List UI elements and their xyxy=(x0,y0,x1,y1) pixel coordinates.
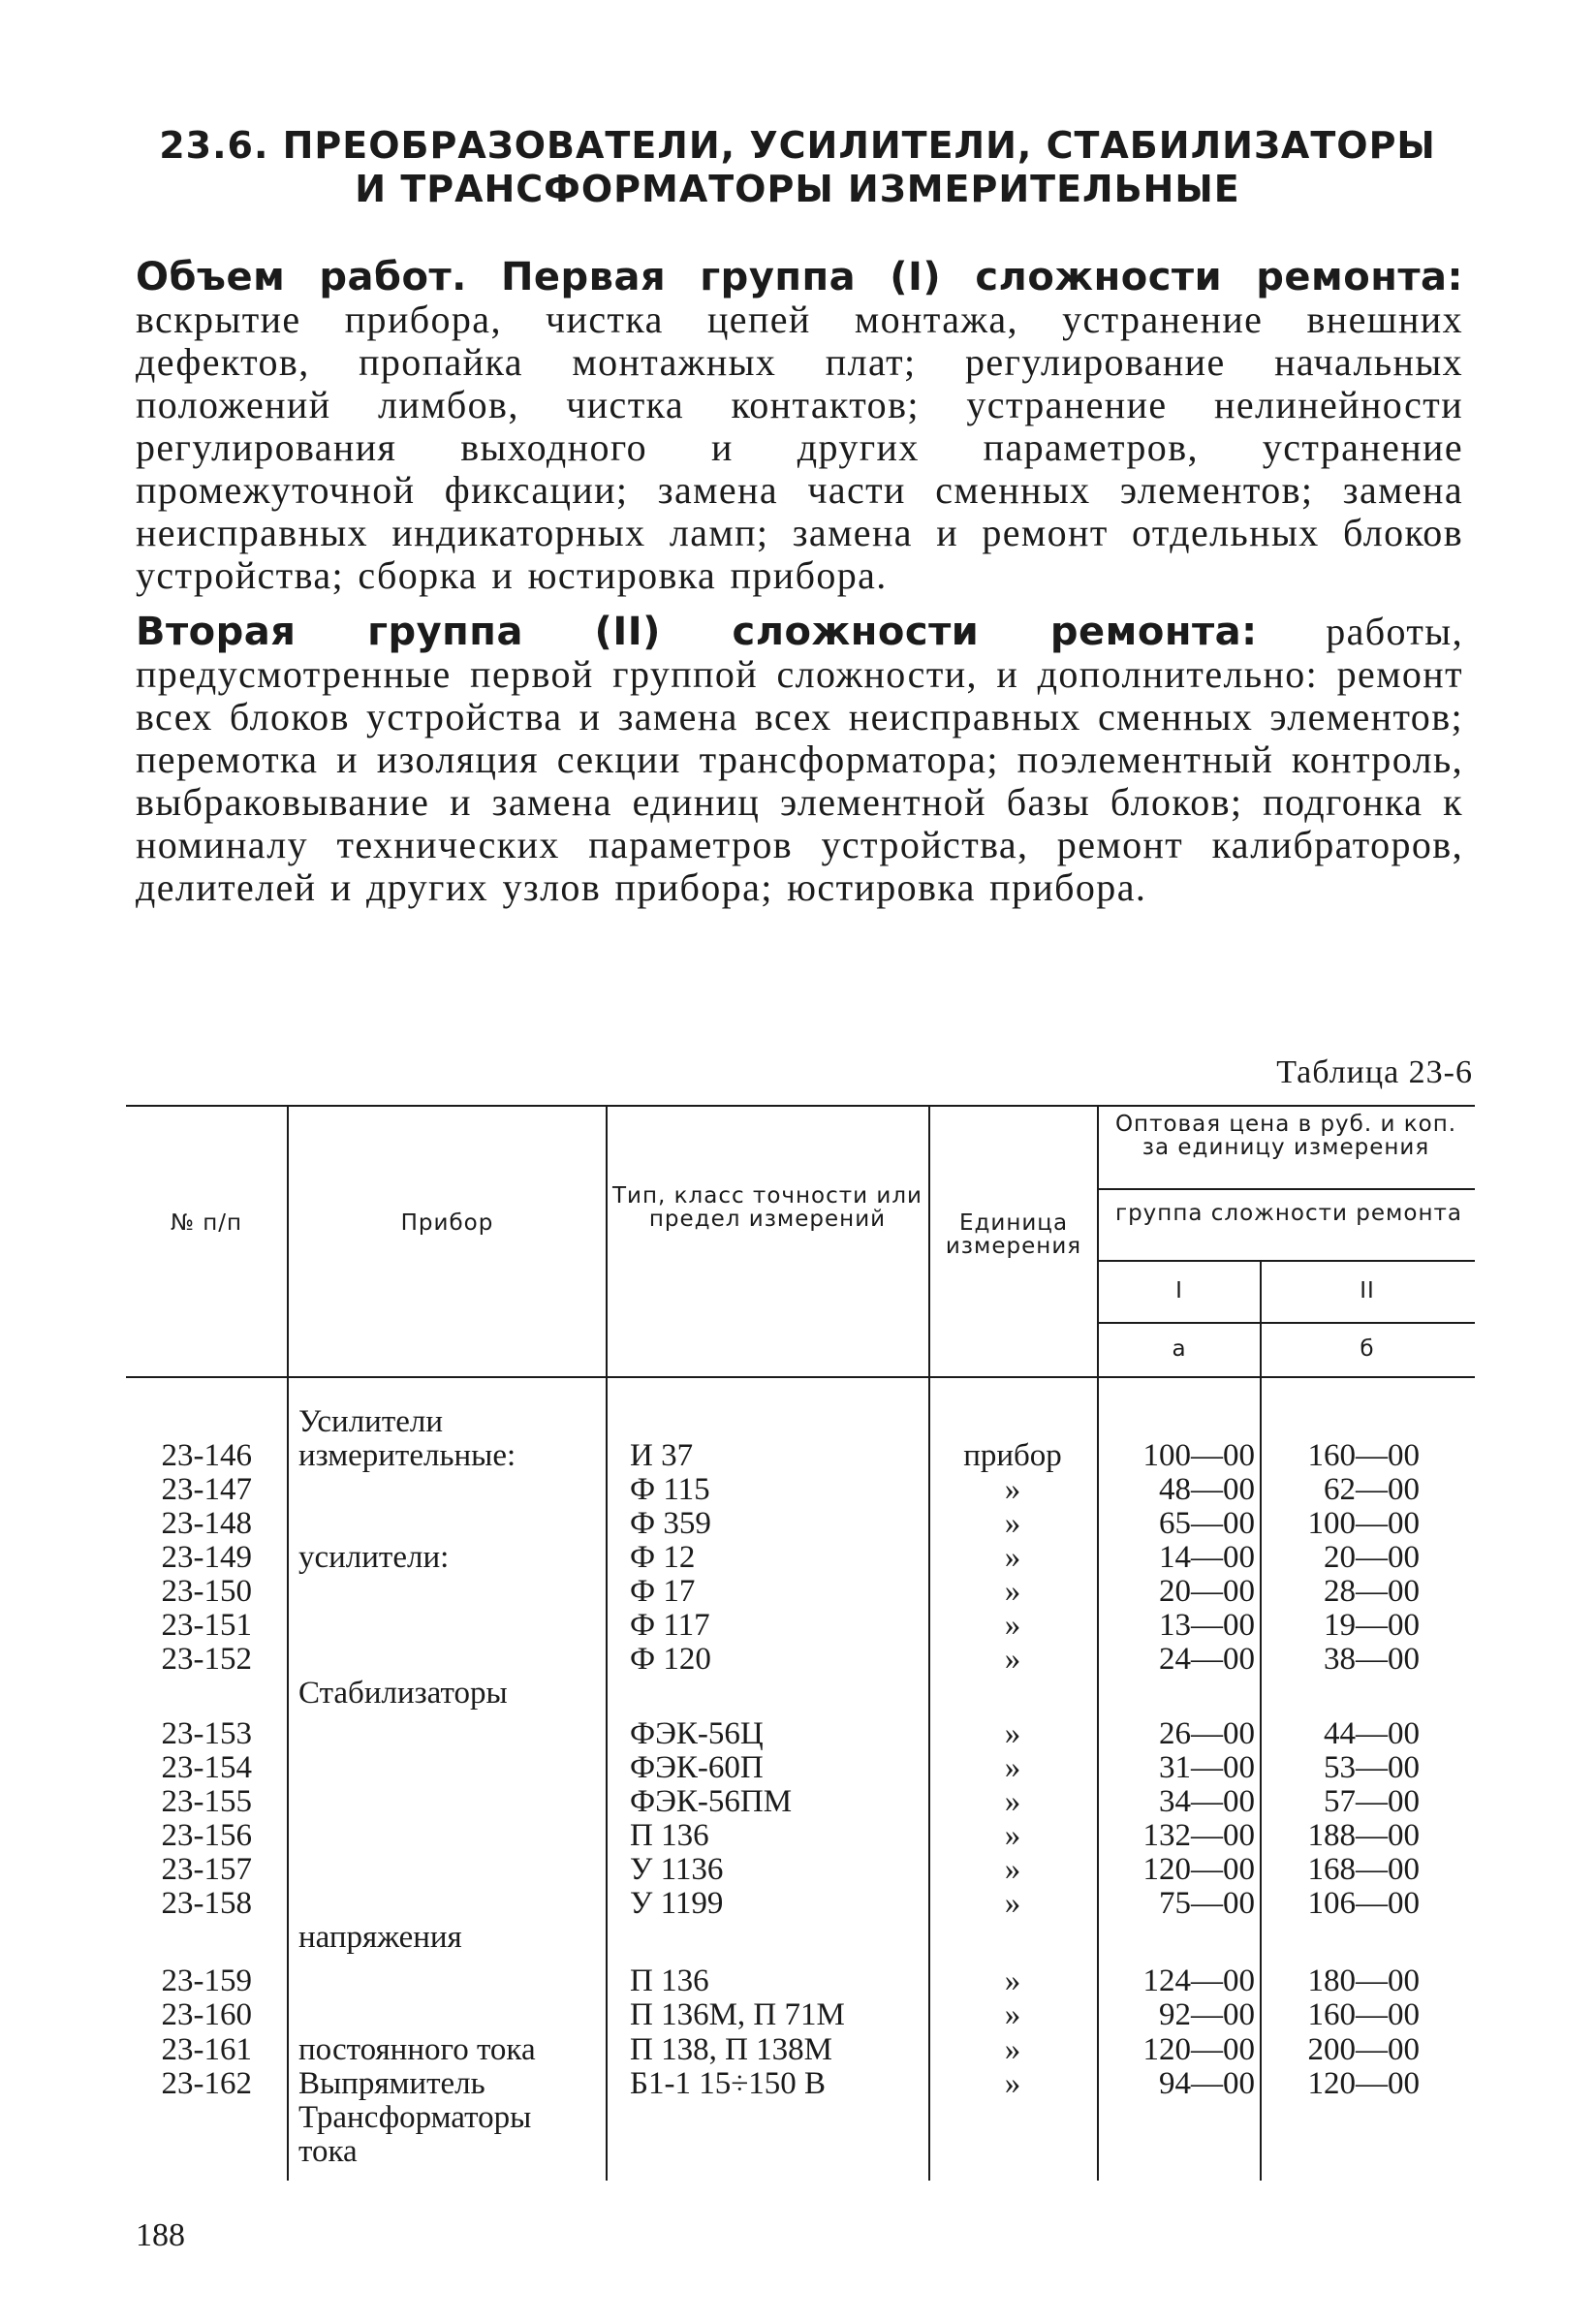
row-price-a: 13—00 xyxy=(1159,1608,1255,1643)
section-label: усилители: xyxy=(298,1540,450,1575)
row-price-a: 48—00 xyxy=(1159,1472,1255,1507)
row-unit: » xyxy=(1004,1608,1021,1643)
row-unit: » xyxy=(1004,1716,1021,1751)
row-number: 23-154 xyxy=(161,1750,252,1785)
row-price-a: 120—00 xyxy=(1142,1852,1255,1887)
row-price-b: 38—00 xyxy=(1324,1642,1420,1677)
row-unit: » xyxy=(1004,1997,1021,2032)
row-number: 23-156 xyxy=(161,1818,252,1853)
group-label-rule xyxy=(1097,1260,1475,1262)
row-price-a: 14—00 xyxy=(1159,1540,1255,1575)
row-number: 23-148 xyxy=(161,1506,252,1541)
row-price-b: 120—00 xyxy=(1307,2066,1420,2101)
row-price-a: 100—00 xyxy=(1142,1438,1255,1473)
row-price-b: 200—00 xyxy=(1307,2032,1420,2067)
row-price-a: 92—00 xyxy=(1159,1997,1255,2032)
section-heading-line-1: 23.6. ПРЕОБРАЗОВАТЕЛИ, УСИЛИТЕЛИ, СТАБИЛИЗАТОРЫ xyxy=(159,124,1436,167)
scope-paragraph-group-2 xyxy=(136,611,1463,909)
header-num: № п/п xyxy=(170,1210,243,1236)
row-type: У 1136 xyxy=(630,1852,724,1887)
row-number: 23-160 xyxy=(161,1997,252,2032)
header-device: Прибор xyxy=(400,1210,494,1236)
price-group-rule xyxy=(1097,1188,1475,1190)
section-heading xyxy=(0,124,1595,211)
row-type: П 136 xyxy=(630,1818,709,1853)
section-label: Стабилизаторы xyxy=(298,1676,508,1711)
row-price-a: 31—00 xyxy=(1159,1750,1255,1785)
row-type: Ф 115 xyxy=(630,1472,710,1507)
row-type: Ф 120 xyxy=(630,1642,711,1677)
section-label: Трансформаторы xyxy=(298,2100,532,2135)
header-type: Тип, класс точности или предел измерений xyxy=(611,1183,923,1232)
row-type: Ф 359 xyxy=(630,1506,711,1541)
row-unit: » xyxy=(1004,1642,1021,1677)
row-price-b: 180—00 xyxy=(1307,1963,1420,1998)
header-price: Оптовая цена в руб. и коп. за единицу измерения xyxy=(1114,1112,1457,1160)
header-col-b: б xyxy=(1360,1336,1375,1362)
row-type: П 138, П 138М xyxy=(630,2032,833,2067)
row-price-a: 20—00 xyxy=(1159,1574,1255,1609)
row-unit: » xyxy=(1004,1540,1021,1575)
row-type: И 37 xyxy=(630,1438,694,1473)
table-caption: Таблица 23-6 xyxy=(1276,1054,1473,1090)
header-col-a: а xyxy=(1172,1336,1187,1362)
row-price-b: 106—00 xyxy=(1307,1886,1420,1921)
row-price-b: 19—00 xyxy=(1324,1608,1420,1643)
row-price-a: 34—00 xyxy=(1159,1784,1255,1819)
row-number: 23-149 xyxy=(161,1540,252,1575)
row-price-a: 24—00 xyxy=(1159,1642,1255,1677)
row-price-b: 57—00 xyxy=(1324,1784,1420,1819)
row-type: П 136 xyxy=(630,1963,709,1998)
row-number: 23-155 xyxy=(161,1784,252,1819)
row-price-a: 75—00 xyxy=(1159,1886,1255,1921)
row-unit: » xyxy=(1004,1750,1021,1785)
header-group: группа сложности ремонта xyxy=(1114,1201,1463,1226)
row-unit: » xyxy=(1004,1472,1021,1507)
row-price-b: 28—00 xyxy=(1324,1574,1420,1609)
row-unit: » xyxy=(1004,1963,1021,1998)
section-heading-line-2: И ТРАНСФОРМАТОРЫ ИЗМЕРИТЕЛЬНЫЕ xyxy=(355,168,1240,210)
row-unit: » xyxy=(1004,1506,1021,1541)
row-number: 23-151 xyxy=(161,1608,252,1643)
row-unit: » xyxy=(1004,2032,1021,2067)
header-col-I: I xyxy=(1175,1278,1183,1303)
section-label: Выпрямитель xyxy=(298,2066,485,2101)
row-number: 23-147 xyxy=(161,1472,252,1507)
row-price-b: 100—00 xyxy=(1307,1506,1420,1541)
group-2-lead: Вторая группа (II) сложности ремонта: xyxy=(136,610,1258,654)
row-price-b: 62—00 xyxy=(1324,1472,1420,1507)
row-unit: » xyxy=(1004,1886,1021,1921)
row-price-a: 65—00 xyxy=(1159,1506,1255,1541)
row-unit: » xyxy=(1004,2066,1021,2101)
group-1-lead: Объем работ. Первая группа (I) сложности ремонта: xyxy=(136,255,1463,299)
row-type: Ф 12 xyxy=(630,1540,696,1575)
row-unit: прибор xyxy=(963,1438,1062,1473)
row-number: 23-159 xyxy=(161,1963,252,1998)
row-type: ФЭК-56ПМ xyxy=(630,1784,793,1819)
row-price-a: 132—00 xyxy=(1142,1818,1255,1853)
row-price-b: 20—00 xyxy=(1324,1540,1420,1575)
row-number: 23-152 xyxy=(161,1642,252,1677)
row-unit: » xyxy=(1004,1784,1021,1819)
row-number: 23-153 xyxy=(161,1716,252,1751)
row-type: ФЭК-56Ц xyxy=(630,1716,764,1751)
row-number: 23-150 xyxy=(161,1574,252,1609)
row-price-a: 124—00 xyxy=(1142,1963,1255,1998)
row-price-a: 26—00 xyxy=(1159,1716,1255,1751)
row-price-a: 120—00 xyxy=(1142,2032,1255,2067)
row-number: 23-158 xyxy=(161,1886,252,1921)
row-number: 23-162 xyxy=(161,2066,252,2101)
row-type: Ф 17 xyxy=(630,1574,696,1609)
table-top-rule xyxy=(126,1105,1475,1107)
col-divider-5 xyxy=(1260,1260,1262,2181)
page-number: 188 xyxy=(136,2217,185,2253)
row-price-b: 44—00 xyxy=(1324,1716,1420,1751)
row-unit: » xyxy=(1004,1818,1021,1853)
scope-paragraph-group-1 xyxy=(136,256,1463,597)
row-type: Ф 117 xyxy=(630,1608,710,1643)
row-unit: » xyxy=(1004,1574,1021,1609)
section-label: Усилители xyxy=(298,1404,444,1439)
row-type: У 1199 xyxy=(630,1886,724,1921)
row-price-b: 160—00 xyxy=(1307,1438,1420,1473)
row-number: 23-161 xyxy=(161,2032,252,2067)
row-price-b: 160—00 xyxy=(1307,1997,1420,2032)
col-divider-4 xyxy=(1097,1105,1099,2181)
roman-numeral-rule xyxy=(1097,1322,1475,1324)
section-label: напряжения xyxy=(298,1920,462,1955)
row-type: ФЭК-60П xyxy=(630,1750,764,1785)
col-divider-1 xyxy=(287,1105,289,2181)
table-header-bottom-rule xyxy=(126,1376,1475,1378)
row-price-b: 188—00 xyxy=(1307,1818,1420,1853)
section-label: постоянного тока xyxy=(298,2032,536,2067)
group-1-text: вскрытие прибора, чистка цепей монтажа, устранение внешних дефектов, пропайка монтажных плат; регулирование начальных положений лимбов, чистка контактов; устранение нелинейности регулирования выходного и других параметров, устранение промежуточной фиксации; замена части сменных элементов; замена неисправных индикаторных ламп; замена и ремонт отдельных блоков устройства; сборка и юстировка прибора. xyxy=(136,298,1463,597)
row-price-b: 168—00 xyxy=(1307,1852,1420,1887)
header-col-II: II xyxy=(1360,1278,1375,1303)
col-divider-3 xyxy=(928,1105,930,2181)
row-unit: » xyxy=(1004,1852,1021,1887)
row-price-a: 94—00 xyxy=(1159,2066,1255,2101)
row-price-b: 53—00 xyxy=(1324,1750,1420,1785)
group-2-text: работы, предусмотренные первой группой сложности, и дополнительно: ремонт всех блоков устройства и замена всех неисправных сменных элементов; перемотка и изоляция секции трансформатора; поэлементный контроль, выбраковывание и замена единиц элементной базы блоков; подгонка к номиналу технических параметров устройства, ремонт калибраторов, делителей и других узлов прибора; юстировка прибора. xyxy=(136,610,1463,909)
row-type: П 136М, П 71М xyxy=(630,1997,845,2032)
row-number: 23-157 xyxy=(161,1852,252,1887)
row-number: 23-146 xyxy=(161,1438,252,1473)
section-label: измерительные: xyxy=(298,1438,516,1473)
header-unit: Единица измерения xyxy=(945,1210,1082,1259)
row-type: Б1-1 15÷150 В xyxy=(630,2066,827,2101)
col-divider-2 xyxy=(606,1105,608,2181)
section-label: тока xyxy=(298,2134,358,2169)
